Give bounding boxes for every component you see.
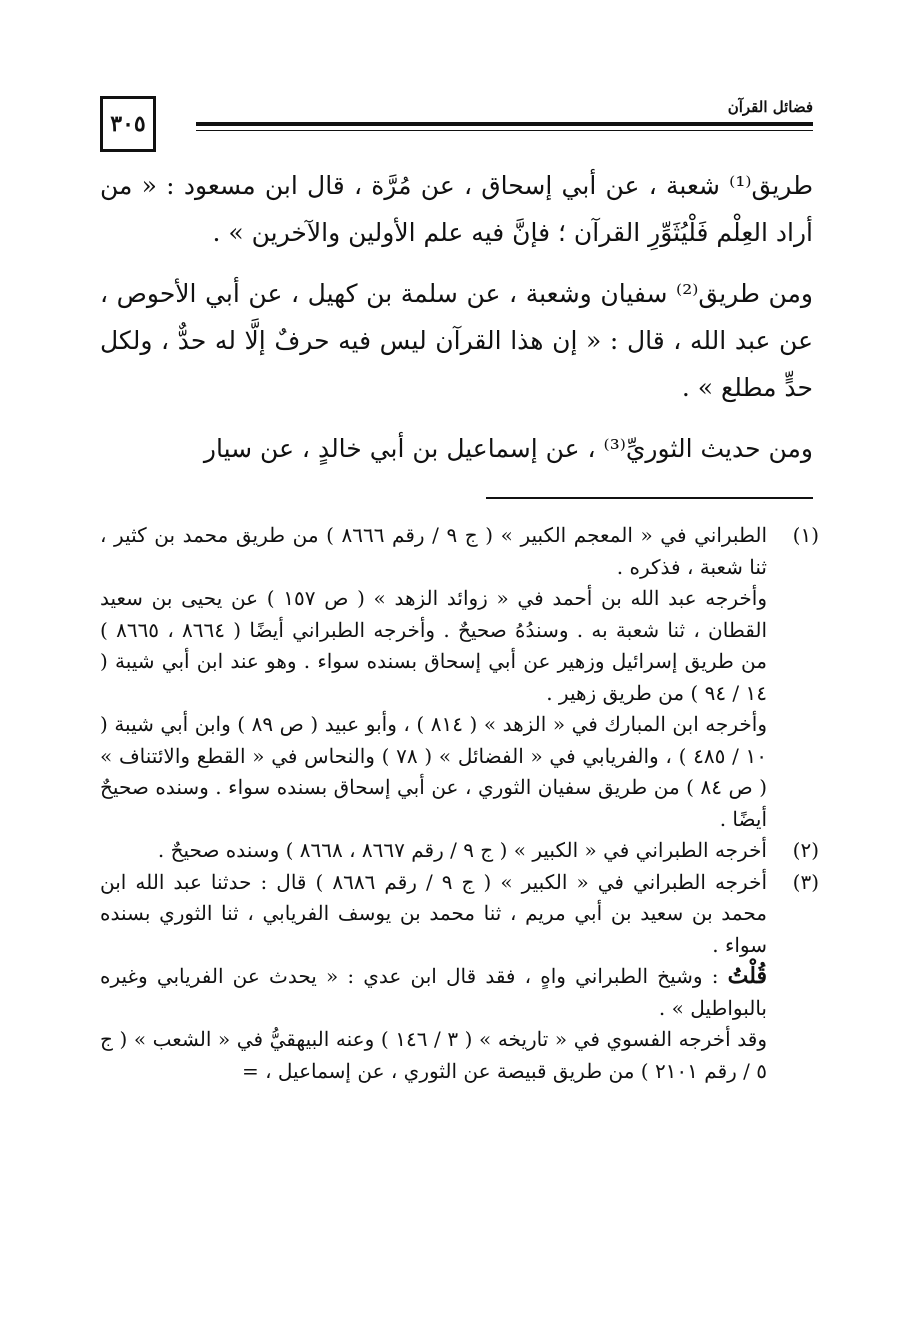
main-paragraph: طريق⁽¹⁾ شعبة ، عن أبي إسحاق ، عن مُرَّة ، قال ابن مسعود : « من أراد العِلْم فَلْيُثَوِّرِ القرآن ؛ فإنَّ فيه علم الأولين والآخرين » .	[100, 171, 813, 247]
footnote-paragraph	[100, 961, 767, 1024]
footnote-paragraph: أخرجه الطبراني في « الكبير » ( ج ٩ / رقم ٨٦٦٧ ، ٨٦٦٨ ) وسنده صحيحٌ .	[157, 838, 767, 862]
footnote-separator	[486, 497, 813, 499]
footnotes	[100, 520, 819, 1087]
page-number: ٣٠٥	[110, 111, 146, 137]
footnote-paragraph: وأخرجه عبد الله بن أحمد في « زوائد الزهد » ( ص ١٥٧ ) عن يحيى بن سعيد القطان ، ثنا شعبة به . وسندُهُ صحيحٌ . وأخرجه الطبراني أيضًا ( ٨٦٦٤ ، ٨٦٦٥ ) من طريق إسرائيل وزهير عن أبي إسحاق بسنده سواء . وهو عند ابن أبي شيبة ( ١٤ / ٩٤ ) من طريق زهير .	[100, 586, 768, 705]
main-paragraph: ومن طريق⁽²⁾ سفيان وشعبة ، عن سلمة بن كهيل ، عن أبي الأحوص ، عن عبد الله ، قال : « إن هذا القرآن ليس فيه حرفٌ إلَّا له حدٌّ ، ولكل حدٍّ مطلع » .	[100, 279, 813, 402]
footnote-paragraph: أخرجه الطبراني في « الكبير » ( ج ٩ / رقم ٨٦٨٦ ) قال : حدثنا عبد الله ابن محمد بن سعيد بن أبي مريم ، ثنا محمد بن يوسف الفريابي ، ثنا الثوري بسنده سواء .	[100, 869, 768, 957]
qultu-word: قُلْتُ	[727, 963, 767, 989]
footnote-mark: (٢)	[792, 838, 819, 862]
footnote-mark: (١)	[792, 523, 819, 547]
footnote-1	[100, 520, 819, 835]
header-rule-thick	[196, 122, 813, 126]
header-rule-thin	[196, 130, 813, 131]
footnote-paragraph: وأخرجه ابن المبارك في « الزهد » ( ٨١٤ ) ، وأبو عبيد ( ص ٨٩ ) وابن أبي شيبة ( ١٠ / ٤٨٥ ) ، والفريابي في « الفضائل » ( ٧٨ ) والنحاس في « القطع والائتناف » ( ص ٨٤ ) من طريق سفيان الثوري ، عن أبي إسحاق بسنده سواء . وسنده صحيحٌ أيضًا .	[100, 712, 768, 831]
running-title: فضائل القرآن	[727, 98, 813, 116]
footnote-2	[100, 835, 819, 867]
footnote-paragraph: وقد أخرجه الفسوي في « تاريخه » ( ٣ / ١٤٦ ) وعنه البيهقيُّ في « الشعب » ( ج ٥ / رقم ٢١٠١ ) من طريق قبيصة عن الثوري ، عن إسماعيل ، =	[100, 1027, 768, 1083]
footnote-paragraph: الطبراني في « المعجم الكبير » ( ج ٩ / رقم ٨٦٦٦ ) من طريق محمد بن كثير ، ثنا شعبة ، فذكره .	[100, 523, 767, 579]
footnote-mark: (٣)	[792, 869, 819, 894]
main-text	[100, 162, 813, 486]
main-paragraph: ومن حديث الثوريِّ⁽³⁾ ، عن إسماعيل بن أبي خالدٍ ، عن سيار	[203, 434, 813, 463]
footnote-3	[100, 867, 819, 1088]
page-number-box	[100, 96, 156, 152]
qultu-text: : وشيخ الطبراني واهٍ ، فقد قال ابن عدي : « يحدث عن الفريابي وغيره بالبواطيل » .	[100, 964, 767, 1020]
